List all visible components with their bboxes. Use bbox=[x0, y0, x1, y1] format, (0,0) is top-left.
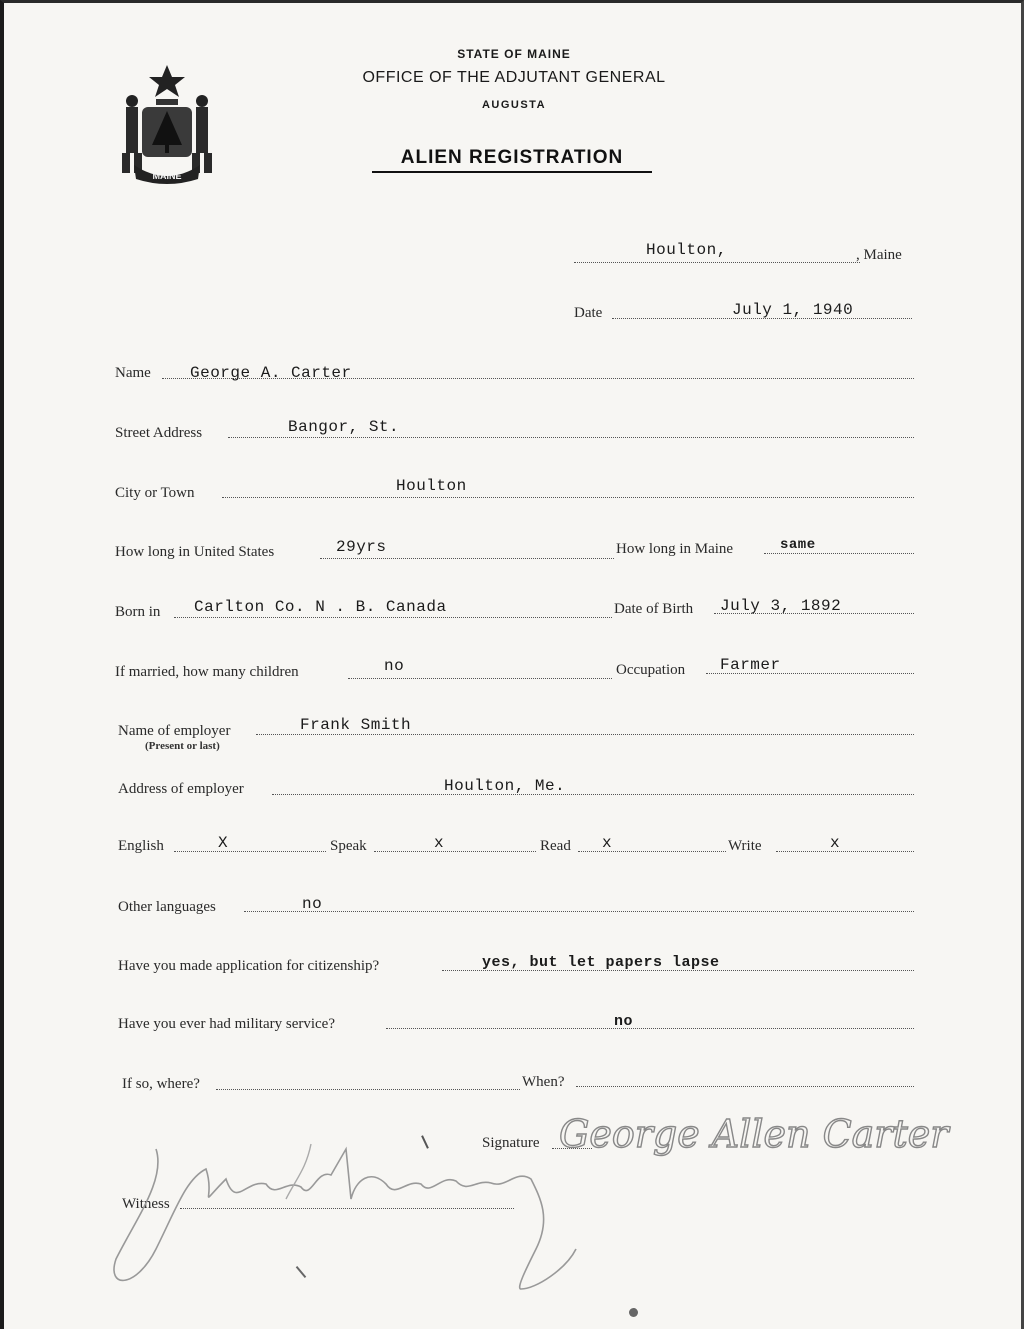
city-heading: AUGUSTA bbox=[481, 99, 547, 111]
witness-signature-scribble bbox=[96, 1139, 596, 1299]
born-in-label: Born in bbox=[115, 604, 161, 620]
other-languages-line bbox=[244, 911, 914, 912]
write-label: Write bbox=[728, 838, 762, 854]
svg-text:George Allen Carter: George Allen Carter bbox=[559, 1112, 949, 1156]
name-label: Name bbox=[115, 365, 151, 381]
citizenship-label: Have you made application for citizenship? bbox=[118, 958, 380, 974]
military-value[interactable]: no bbox=[614, 1013, 634, 1030]
maine-duration-value[interactable]: same bbox=[780, 537, 816, 553]
location-value[interactable]: Houlton, bbox=[646, 241, 727, 259]
born-in-value[interactable]: Carlton Co. N . B. Canada bbox=[194, 598, 447, 616]
dob-label: Date of Birth bbox=[614, 601, 694, 617]
military-line bbox=[386, 1028, 914, 1029]
read-line bbox=[578, 851, 726, 852]
date-value[interactable]: July 1, 1940 bbox=[732, 301, 854, 319]
office-heading: OFFICE OF THE ADJUTANT GENERAL bbox=[362, 69, 666, 86]
english-line bbox=[174, 851, 326, 852]
speak-value[interactable]: x bbox=[434, 834, 445, 852]
children-value[interactable]: no bbox=[384, 657, 405, 675]
speak-label: Speak bbox=[330, 838, 367, 854]
write-line bbox=[776, 851, 914, 852]
occupation-value[interactable]: Farmer bbox=[720, 656, 781, 674]
read-value[interactable]: x bbox=[602, 834, 613, 852]
dob-value[interactable]: July 3, 1892 bbox=[720, 597, 842, 615]
english-label: English bbox=[118, 838, 164, 854]
military-label: Have you ever had military service? bbox=[118, 1016, 335, 1032]
other-languages-label: Other languages bbox=[118, 899, 216, 915]
maine-state-seal-icon bbox=[112, 61, 222, 189]
write-value[interactable]: x bbox=[830, 834, 841, 852]
read-label: Read bbox=[540, 838, 571, 854]
employer-address-value[interactable]: Houlton, Me. bbox=[444, 777, 566, 795]
city-label: City or Town bbox=[115, 485, 195, 501]
svg-text:MAINE: MAINE bbox=[152, 171, 182, 181]
street-label: Street Address bbox=[115, 425, 203, 441]
employer-value[interactable]: Frank Smith bbox=[300, 716, 412, 734]
location-line bbox=[574, 262, 860, 263]
street-value[interactable]: Bangor, St. bbox=[288, 418, 400, 436]
witness-label: Witness bbox=[122, 1196, 170, 1212]
location-suffix: , Maine bbox=[856, 247, 902, 263]
us-duration-line bbox=[320, 558, 614, 559]
name-value[interactable]: George A. Carter bbox=[190, 364, 352, 382]
children-line bbox=[348, 678, 612, 679]
us-duration-label: How long in United States bbox=[115, 544, 275, 560]
city-value[interactable]: Houlton bbox=[396, 477, 467, 495]
born-in-line bbox=[174, 617, 612, 618]
employer-address-line bbox=[272, 794, 914, 795]
english-value[interactable]: X bbox=[218, 834, 229, 852]
maine-duration-label: How long in Maine bbox=[616, 541, 734, 557]
street-line bbox=[228, 437, 914, 438]
children-label: If married, how many children bbox=[115, 664, 299, 680]
form-title: ALIEN REGISTRATION bbox=[372, 147, 652, 173]
when-line[interactable] bbox=[576, 1086, 914, 1087]
city-line bbox=[222, 497, 914, 498]
employer-line bbox=[256, 734, 914, 735]
maine-duration-line bbox=[764, 553, 914, 554]
us-duration-value[interactable]: 29yrs bbox=[336, 538, 387, 556]
employer-sublabel: (Present or last) bbox=[145, 740, 220, 752]
employer-label: Name of employer bbox=[118, 723, 231, 739]
signature-handwriting[interactable] bbox=[559, 1099, 1009, 1169]
date-label: Date bbox=[574, 305, 603, 321]
speak-line bbox=[374, 851, 536, 852]
when-label: When? bbox=[522, 1074, 565, 1090]
occupation-label: Occupation bbox=[616, 662, 686, 678]
state-heading: STATE OF MAINE bbox=[457, 47, 571, 61]
where-label: If so, where? bbox=[122, 1076, 200, 1092]
other-languages-value[interactable]: no bbox=[302, 895, 323, 913]
signature-label: Signature bbox=[482, 1135, 540, 1151]
employer-address-label: Address of employer bbox=[118, 781, 244, 797]
citizenship-value[interactable]: yes, but let papers lapse bbox=[482, 954, 720, 971]
where-line[interactable] bbox=[216, 1089, 520, 1090]
punch-hole-dot bbox=[629, 1308, 638, 1317]
